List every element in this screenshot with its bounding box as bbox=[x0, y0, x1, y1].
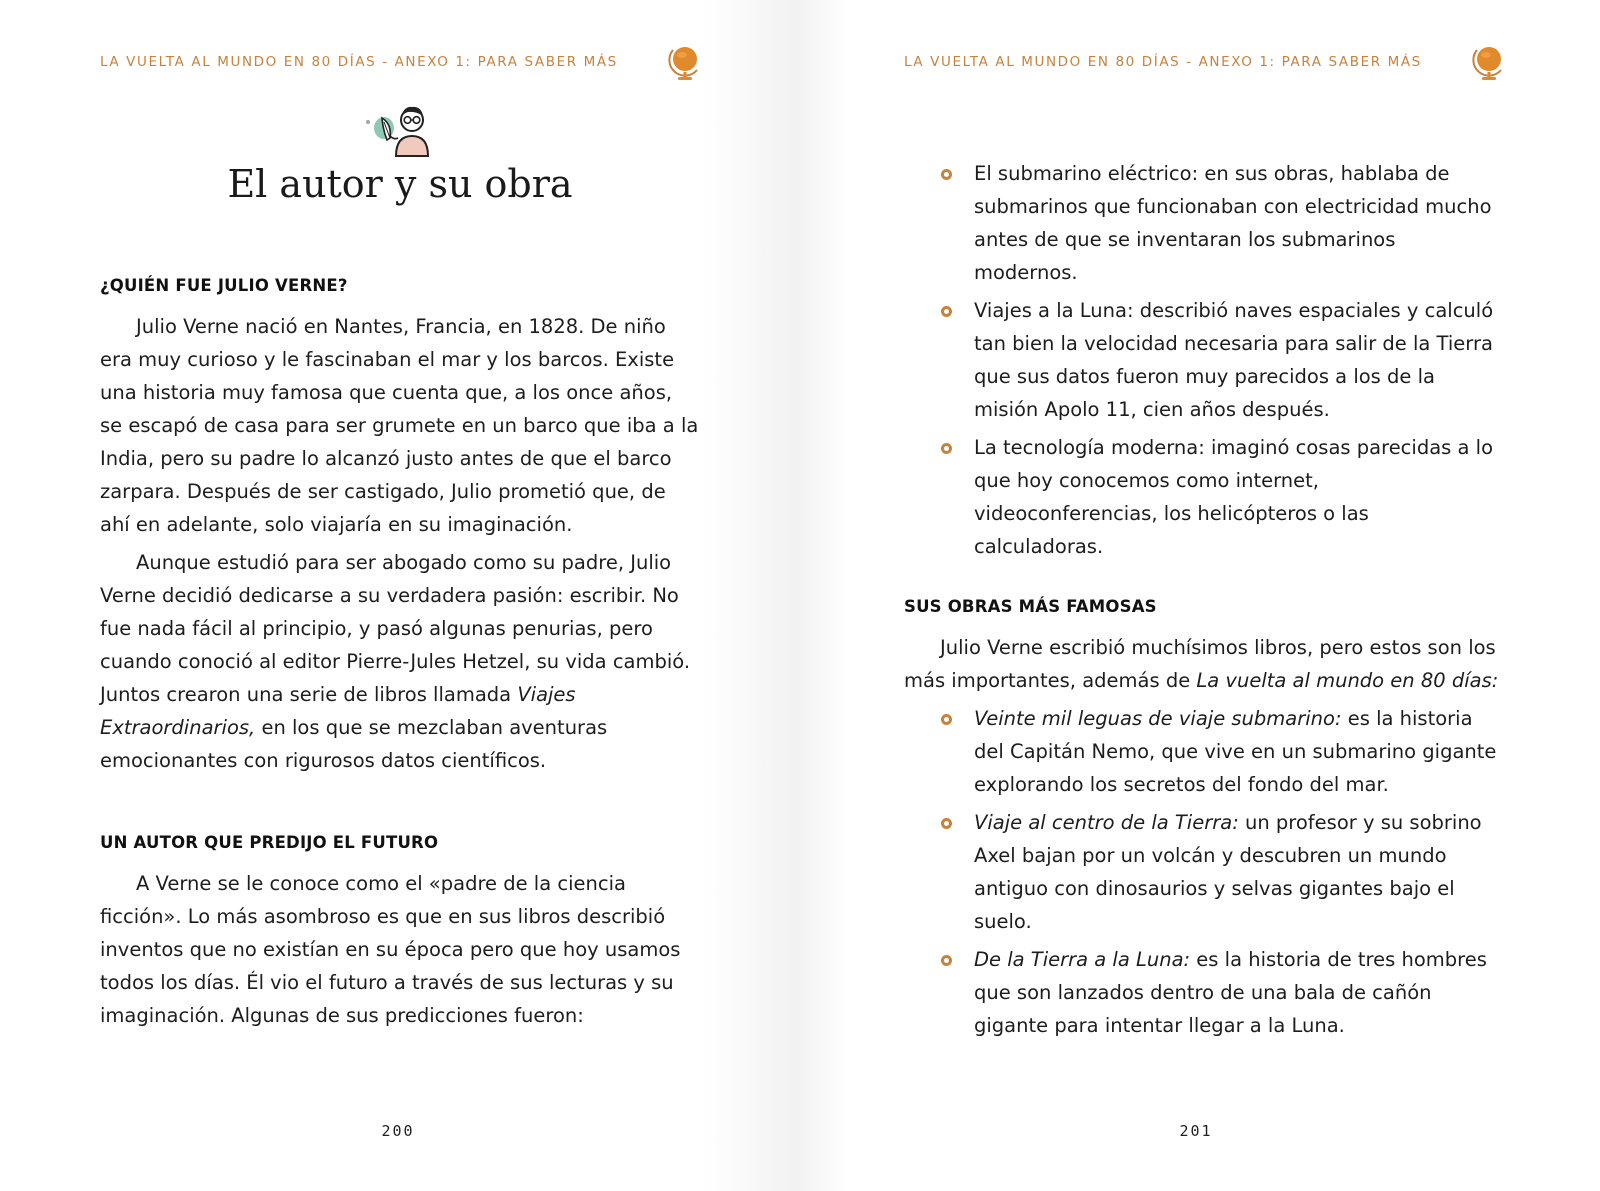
author-with-quill-icon bbox=[360, 100, 440, 158]
section-predicted-future bbox=[100, 833, 700, 1032]
section-heading: UN AUTOR QUE PREDIJO EL FUTURO bbox=[100, 833, 439, 852]
work-title: Veinte mil leguas de viaje submarino: bbox=[974, 707, 1342, 730]
predictions-list bbox=[904, 157, 1504, 563]
work-description: es la historia del Capitán Nemo, que vive en un submarino gigante explorando los secretos del fondo del mar. bbox=[974, 707, 1497, 796]
bullet-icon bbox=[941, 443, 952, 454]
right-page bbox=[800, 0, 1600, 1191]
bullet-icon bbox=[941, 169, 952, 180]
paragraph bbox=[904, 631, 1504, 697]
page-number: 201 bbox=[1179, 1122, 1213, 1140]
predictions-list-container bbox=[904, 157, 1504, 563]
paragraph-text: Aunque estudió para ser abogado como su padre, Julio Verne decidió dedicarse a su verdadera pasión: escribir. No fue nada fácil al principio, y pasó algunas penurias, pero cuando conoció al editor Pierre-Jules Hetzel, su vida cambió. Juntos crearon una serie de libros llamada bbox=[100, 551, 691, 706]
list-item bbox=[904, 702, 1504, 801]
running-head: LA VUELTA AL MUNDO EN 80 DÍAS - ANEXO 1: PARA SABER MÁS bbox=[100, 54, 618, 70]
section-famous-works bbox=[904, 597, 1504, 1042]
section-heading: SUS OBRAS MÁS FAMOSAS bbox=[904, 597, 1157, 616]
paragraph bbox=[100, 546, 700, 777]
chapter-title: El autor y su obra bbox=[227, 162, 573, 206]
list-item bbox=[904, 806, 1504, 938]
work-title: Viaje al centro de la Tierra: bbox=[974, 811, 1239, 834]
globe-icon bbox=[668, 44, 704, 84]
paragraph-text: en los que se mezclaban aventuras emocionantes con rigurosos datos científicos. bbox=[100, 716, 608, 772]
bullet-icon bbox=[941, 306, 952, 317]
paragraph: A Verne se le conoce como el «padre de la ciencia ficción». Lo más asombroso es que en sus libros describió inventos que no existían en su época pero que hoy usamos todos los días. Él vio el futuro a través de sus lecturas y su imaginación. Algunas de sus predicciones fueron: bbox=[100, 872, 681, 1027]
list-item bbox=[904, 157, 1504, 289]
works-list bbox=[904, 702, 1504, 1042]
series-title: Viajes Extraordinarios, bbox=[100, 683, 576, 739]
list-item-text: Viajes a la Luna: describió naves espaciales y calculó tan bien la velocidad necesaria para salir de la Tierra que sus datos fueron muy parecidos a los de la misión Apolo 11, cien años después. bbox=[974, 299, 1494, 421]
book-title: La vuelta al mundo en 80 días: bbox=[1196, 669, 1499, 692]
section-who-was-verne bbox=[100, 276, 700, 777]
bullet-icon bbox=[941, 714, 952, 725]
bullet-icon bbox=[941, 955, 952, 966]
running-head: LA VUELTA AL MUNDO EN 80 DÍAS - ANEXO 1: PARA SABER MÁS bbox=[904, 54, 1422, 70]
list-item bbox=[904, 943, 1504, 1042]
list-item bbox=[904, 294, 1504, 426]
work-title: De la Tierra a la Luna: bbox=[974, 948, 1191, 971]
work-description: un profesor y su sobrino Axel bajan por un volcán y descubren un mundo antiguo con dinosaurios y selvas gigantes bajo el suelo. bbox=[974, 811, 1482, 933]
list-item bbox=[904, 431, 1504, 563]
globe-icon bbox=[1472, 44, 1508, 84]
paragraph-text: Julio Verne escribió muchísimos libros, pero estos son los más importantes, además de bbox=[904, 636, 1496, 692]
work-description: es la historia de tres hombres que son lanzados dentro de una bala de cañón gigante para intentar llegar a la Luna. bbox=[974, 948, 1487, 1037]
section-heading: ¿QUIÉN FUE JULIO VERNE? bbox=[100, 276, 348, 295]
bullet-icon bbox=[941, 818, 952, 829]
list-item-text: El submarino eléctrico: en sus obras, hablaba de submarinos que funcionaban con electricidad mucho antes de que se inventaran los submarinos modernos. bbox=[974, 162, 1492, 284]
page-number: 200 bbox=[381, 1122, 415, 1140]
list-item-text: La tecnología moderna: imaginó cosas parecidas a lo que hoy conocemos como internet, videoconferencias, los helicópteros o las calculadoras. bbox=[974, 436, 1494, 558]
paragraph: Julio Verne nació en Nantes, Francia, en 1828. De niño era muy curioso y le fascinaban el mar y los barcos. Existe una historia muy famosa que cuenta que, a los once años, se escapó de casa para ser grumete en un barco que iba a la India, pero su padre lo alcanzó justo antes de que el barco zarpara. Después de ser castigado, Julio prometió que, de ahí en adelante, solo viajaría en su imaginación. bbox=[100, 315, 699, 536]
